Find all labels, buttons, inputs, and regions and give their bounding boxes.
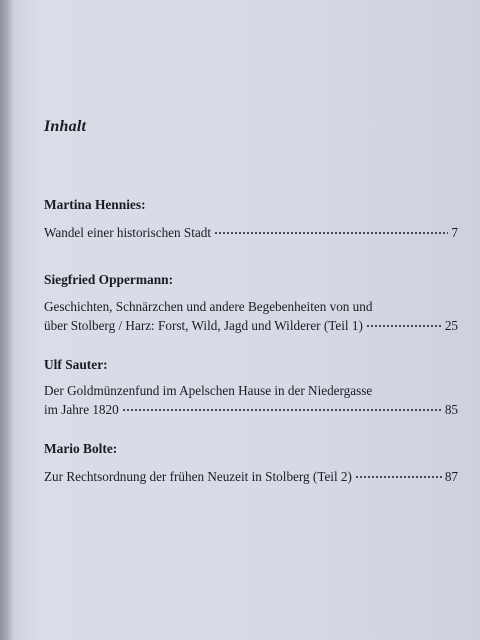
toc-title-2-line-2: über Stolberg / Harz: Forst, Wild, Jagd und Wilderer (Teil 1) [44,318,363,333]
toc-entry-3[interactable] [44,381,458,419]
toc-author-2: Siegfried Oppermann: [44,272,174,287]
spine-shadow [0,0,14,640]
toc-author-1: Martina Hennies: [44,197,146,212]
toc-author-3: Ulf Sauter: [44,357,108,372]
toc-entry-4[interactable] [44,467,458,486]
dot-leader [355,472,442,482]
dot-leader [214,228,448,238]
toc-heading: Inhalt [44,118,87,135]
dot-leader [122,405,442,415]
toc-title-2-line-1: Geschichten, Schnärzchen und andere Begebenheiten von und [44,299,373,314]
toc-entry-1[interactable] [44,223,458,242]
toc-page-number-1: 7 [451,225,458,240]
toc-page-number-2: 25 [444,318,458,333]
toc-title-1-line-1: Wandel einer historischen Stadt [44,225,212,240]
toc-entry-2[interactable] [44,297,458,335]
toc-title-3-line-2: im Jahre 1820 [44,402,119,417]
toc-author-4: Mario Bolte: [44,441,118,456]
toc-title-3-line-1: Der Goldmünzenfund im Apelschen Hause in der Niedergasse [44,383,373,398]
toc-title-4-line-1: Zur Rechtsordnung der frühen Neuzeit in Stolberg (Teil 2) [44,469,352,484]
dot-leader [366,321,442,331]
toc-page-number-3: 85 [444,402,458,417]
toc-page-number-4: 87 [444,469,458,484]
